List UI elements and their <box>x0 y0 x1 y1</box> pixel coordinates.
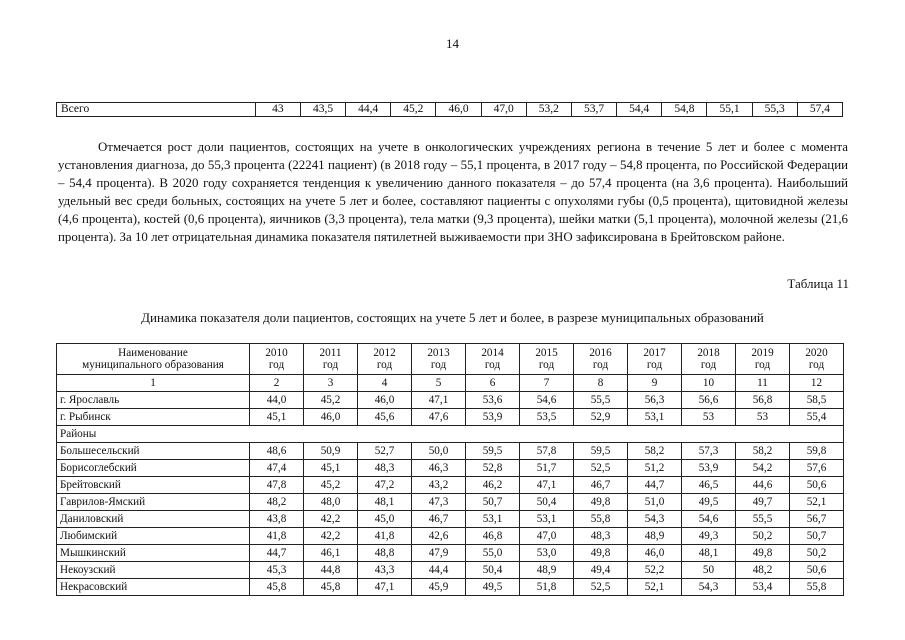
value-cell: 53,6 <box>466 392 520 409</box>
value-cell: 53,1 <box>466 511 520 528</box>
value-cell: 49,5 <box>466 579 520 596</box>
value-cell: 44,7 <box>628 477 682 494</box>
value-cell: 52,8 <box>466 460 520 477</box>
value-cell: 48,2 <box>736 562 790 579</box>
value-cell: 44,4 <box>412 562 466 579</box>
value-cell: 59,5 <box>574 443 628 460</box>
header-year-suffix: год <box>592 359 609 371</box>
value-cell: 53,9 <box>466 409 520 426</box>
header-year-cell <box>736 344 790 375</box>
value-cell: 46,8 <box>466 528 520 545</box>
header-year-cell <box>682 344 736 375</box>
value-cell: 50,9 <box>304 443 358 460</box>
header-name-line1: Наименование <box>118 347 188 359</box>
header-year: 2017 <box>643 347 666 359</box>
header-year-cell <box>466 344 520 375</box>
survival-dynamics-table <box>56 343 844 596</box>
value-cell: 53,1 <box>628 409 682 426</box>
value-cell: 43,3 <box>358 562 412 579</box>
header-year: 2019 <box>751 347 774 359</box>
value-cell: 54,3 <box>628 511 682 528</box>
value-cell: 50 <box>682 562 736 579</box>
value-cell: 58,5 <box>790 392 844 409</box>
value-cell: 48,9 <box>628 528 682 545</box>
value-cell: 58,2 <box>628 443 682 460</box>
header-year-cell <box>790 344 844 375</box>
value-cell: 42,2 <box>304 528 358 545</box>
value-cell: 47,0 <box>520 528 574 545</box>
total-cell: 54,8 <box>662 103 707 117</box>
row-name-cell: г. Ярославль <box>57 392 250 409</box>
total-cell: 47,0 <box>481 103 526 117</box>
total-cell: 55,1 <box>707 103 752 117</box>
value-cell: 56,6 <box>682 392 736 409</box>
header-year-cell <box>358 344 412 375</box>
header-year-suffix: год <box>376 359 393 371</box>
table-row <box>57 443 844 460</box>
value-cell: 55,5 <box>736 511 790 528</box>
value-cell: 45,0 <box>358 511 412 528</box>
header-year-suffix: год <box>268 359 285 371</box>
header-year-suffix: год <box>430 359 447 371</box>
table-number-label: Таблица 11 <box>787 276 849 291</box>
table-header-row <box>57 344 844 375</box>
value-cell: 53 <box>682 409 736 426</box>
column-number: 2 <box>250 375 304 392</box>
value-cell: 50,2 <box>790 545 844 562</box>
value-cell: 41,8 <box>358 528 412 545</box>
value-cell: 45,6 <box>358 409 412 426</box>
value-cell: 50,2 <box>736 528 790 545</box>
value-cell: 46,0 <box>304 409 358 426</box>
value-cell: 53 <box>736 409 790 426</box>
value-cell: 46,7 <box>412 511 466 528</box>
header-name-line2: муниципального образования <box>82 359 224 371</box>
value-cell: 53,0 <box>520 545 574 562</box>
value-cell: 43,2 <box>412 477 466 494</box>
value-cell: 51,2 <box>628 460 682 477</box>
column-number: 10 <box>682 375 736 392</box>
header-year-suffix: год <box>484 359 501 371</box>
value-cell: 47,8 <box>250 477 304 494</box>
value-cell: 54,6 <box>682 511 736 528</box>
value-cell: 51,7 <box>520 460 574 477</box>
total-cell: 53,7 <box>571 103 616 117</box>
value-cell: 52,1 <box>790 494 844 511</box>
value-cell: 45,2 <box>304 477 358 494</box>
section-row <box>57 426 844 443</box>
row-name-cell: г. Рыбинск <box>57 409 250 426</box>
value-cell: 49,8 <box>736 545 790 562</box>
column-number: 8 <box>574 375 628 392</box>
value-cell: 52,9 <box>574 409 628 426</box>
header-year-suffix: год <box>538 359 555 371</box>
column-number: 4 <box>358 375 412 392</box>
section-label: Районы <box>57 426 844 443</box>
column-number: 12 <box>790 375 844 392</box>
table-row <box>57 528 844 545</box>
row-name-cell: Некоузский <box>57 562 250 579</box>
value-cell: 45,1 <box>250 409 304 426</box>
total-cell: 45,2 <box>391 103 436 117</box>
total-cell: 53,2 <box>526 103 571 117</box>
row-name-cell: Даниловский <box>57 511 250 528</box>
value-cell: 50,6 <box>790 562 844 579</box>
value-cell: 56,8 <box>736 392 790 409</box>
row-name-cell: Гаврилов-Ямский <box>57 494 250 511</box>
value-cell: 48,1 <box>358 494 412 511</box>
body-paragraph: Отмечается рост доли пациентов, состоящих на учете в онкологических учреждениях региона в течение 5 лет и более с момента установления диагноза, до 55,3 процента (22241 пациент) (в 2018 году – 55,1 процента, в 2017 году – 54,8 процента, по Российской Федерации – 54,4 процента). В 2020 году сохраняется тенденция к увеличению данного показателя – до 57,4 процента (на 3,6 процента). Наибольший удельный вес среди больных, состоящих на учете 5 лет и более, составляют пациенты с опухолями губы (0,5 процента), щитовидной железы (4,6 процента), костей (0,6 процента), яичников (3,3 процента), тела матки (9,3 процента), шейки матки (5,1 процента), молочной железы (21,6 процента). За 10 лет отрицательная динамика показателя пятилетней выживаемости при ЗНО зафиксирована в Брейтовском районе. <box>58 140 848 244</box>
value-cell: 57,3 <box>682 443 736 460</box>
row-name-cell: Некрасовский <box>57 579 250 596</box>
value-cell: 58,2 <box>736 443 790 460</box>
value-cell: 48,1 <box>682 545 736 562</box>
header-year-suffix: год <box>322 359 339 371</box>
page-number: 14 <box>446 36 459 51</box>
value-cell: 48,6 <box>250 443 304 460</box>
value-cell: 55,5 <box>574 392 628 409</box>
value-cell: 54,3 <box>682 579 736 596</box>
total-cell: 46,0 <box>436 103 481 117</box>
value-cell: 46,5 <box>682 477 736 494</box>
value-cell: 47,1 <box>358 579 412 596</box>
value-cell: 52,7 <box>358 443 412 460</box>
table-row <box>57 409 844 426</box>
value-cell: 49,7 <box>736 494 790 511</box>
total-cell: 57,4 <box>797 103 842 117</box>
header-year-suffix: год <box>808 359 825 371</box>
table-row <box>57 494 844 511</box>
value-cell: 45,8 <box>304 579 358 596</box>
value-cell: 55,0 <box>466 545 520 562</box>
value-cell: 59,8 <box>790 443 844 460</box>
value-cell: 57,8 <box>520 443 574 460</box>
value-cell: 50,4 <box>466 562 520 579</box>
value-cell: 53,4 <box>736 579 790 596</box>
value-cell: 45,8 <box>250 579 304 596</box>
table-row <box>57 460 844 477</box>
value-cell: 47,4 <box>250 460 304 477</box>
table-row <box>57 545 844 562</box>
value-cell: 44,8 <box>304 562 358 579</box>
value-cell: 51,8 <box>520 579 574 596</box>
column-number: 1 <box>57 375 250 392</box>
value-cell: 49,8 <box>574 494 628 511</box>
value-cell: 48,2 <box>250 494 304 511</box>
value-cell: 56,3 <box>628 392 682 409</box>
table-body <box>57 392 844 596</box>
value-cell: 49,4 <box>574 562 628 579</box>
value-cell: 48,3 <box>358 460 412 477</box>
value-cell: 54,6 <box>520 392 574 409</box>
column-number: 6 <box>466 375 520 392</box>
table-row <box>57 392 844 409</box>
value-cell: 53,1 <box>520 511 574 528</box>
header-year-suffix: год <box>700 359 717 371</box>
row-name-cell: Брейтовский <box>57 477 250 494</box>
row-name-cell: Большесельский <box>57 443 250 460</box>
total-cell: 43,5 <box>300 103 345 117</box>
value-cell: 59,5 <box>466 443 520 460</box>
value-cell: 55,8 <box>574 511 628 528</box>
header-year-cell <box>412 344 466 375</box>
header-year-suffix: год <box>646 359 663 371</box>
column-number: 3 <box>304 375 358 392</box>
value-cell: 50,6 <box>790 477 844 494</box>
header-year: 2016 <box>589 347 612 359</box>
value-cell: 52,2 <box>628 562 682 579</box>
value-cell: 49,5 <box>682 494 736 511</box>
header-year: 2020 <box>805 347 828 359</box>
column-number: 7 <box>520 375 574 392</box>
value-cell: 57,6 <box>790 460 844 477</box>
header-year: 2012 <box>373 347 396 359</box>
value-cell: 50,4 <box>520 494 574 511</box>
row-name-cell: Любимский <box>57 528 250 545</box>
total-row-table <box>56 102 843 117</box>
value-cell: 53,5 <box>520 409 574 426</box>
value-cell: 46,7 <box>574 477 628 494</box>
value-cell: 43,8 <box>250 511 304 528</box>
header-year: 2011 <box>319 347 342 359</box>
value-cell: 46,2 <box>466 477 520 494</box>
header-year-cell <box>304 344 358 375</box>
total-cell: 44,4 <box>346 103 391 117</box>
value-cell: 45,9 <box>412 579 466 596</box>
value-cell: 42,2 <box>304 511 358 528</box>
value-cell: 49,8 <box>574 545 628 562</box>
header-year: 2014 <box>481 347 504 359</box>
header-year-suffix: год <box>754 359 771 371</box>
value-cell: 46,0 <box>628 545 682 562</box>
value-cell: 47,1 <box>412 392 466 409</box>
value-cell: 48,8 <box>358 545 412 562</box>
total-cell: 55,3 <box>752 103 797 117</box>
value-cell: 47,2 <box>358 477 412 494</box>
total-cell: 54,4 <box>617 103 662 117</box>
value-cell: 52,5 <box>574 460 628 477</box>
header-year-cell <box>628 344 682 375</box>
row-name-cell: Борисоглебский <box>57 460 250 477</box>
header-year: 2013 <box>427 347 450 359</box>
value-cell: 44,7 <box>250 545 304 562</box>
value-cell: 51,0 <box>628 494 682 511</box>
value-cell: 50,7 <box>466 494 520 511</box>
value-cell: 50,7 <box>790 528 844 545</box>
column-number-row <box>57 375 844 392</box>
total-cell: 43 <box>255 103 300 117</box>
value-cell: 56,7 <box>790 511 844 528</box>
value-cell: 47,9 <box>412 545 466 562</box>
value-cell: 49,3 <box>682 528 736 545</box>
value-cell: 42,6 <box>412 528 466 545</box>
value-cell: 47,6 <box>412 409 466 426</box>
value-cell: 47,1 <box>520 477 574 494</box>
table-row <box>57 511 844 528</box>
table-row <box>57 477 844 494</box>
header-name-cell <box>57 344 250 375</box>
header-year-cell <box>574 344 628 375</box>
table-caption: Динамика показателя доли пациентов, состоящих на учете 5 лет и более, в разрезе муниципальных образований <box>141 310 764 325</box>
header-year: 2010 <box>265 347 288 359</box>
header-year-cell <box>250 344 304 375</box>
value-cell: 55,4 <box>790 409 844 426</box>
value-cell: 46,0 <box>358 392 412 409</box>
value-cell: 45,2 <box>304 392 358 409</box>
value-cell: 44,0 <box>250 392 304 409</box>
value-cell: 50,0 <box>412 443 466 460</box>
header-year-cell <box>520 344 574 375</box>
value-cell: 47,3 <box>412 494 466 511</box>
value-cell: 48,3 <box>574 528 628 545</box>
value-cell: 44,6 <box>736 477 790 494</box>
table-row <box>57 579 844 596</box>
table-row <box>57 562 844 579</box>
column-number: 11 <box>736 375 790 392</box>
column-number: 9 <box>628 375 682 392</box>
value-cell: 52,1 <box>628 579 682 596</box>
value-cell: 41,8 <box>250 528 304 545</box>
value-cell: 54,2 <box>736 460 790 477</box>
value-cell: 55,8 <box>790 579 844 596</box>
value-cell: 48,9 <box>520 562 574 579</box>
total-row <box>57 103 843 117</box>
row-name-cell: Мышкинский <box>57 545 250 562</box>
header-year: 2015 <box>535 347 558 359</box>
value-cell: 45,3 <box>250 562 304 579</box>
value-cell: 52,5 <box>574 579 628 596</box>
value-cell: 45,1 <box>304 460 358 477</box>
value-cell: 48,0 <box>304 494 358 511</box>
value-cell: 46,1 <box>304 545 358 562</box>
header-year: 2018 <box>697 347 720 359</box>
value-cell: 46,3 <box>412 460 466 477</box>
total-row-label: Всего <box>57 103 256 117</box>
column-number: 5 <box>412 375 466 392</box>
value-cell: 53,9 <box>682 460 736 477</box>
